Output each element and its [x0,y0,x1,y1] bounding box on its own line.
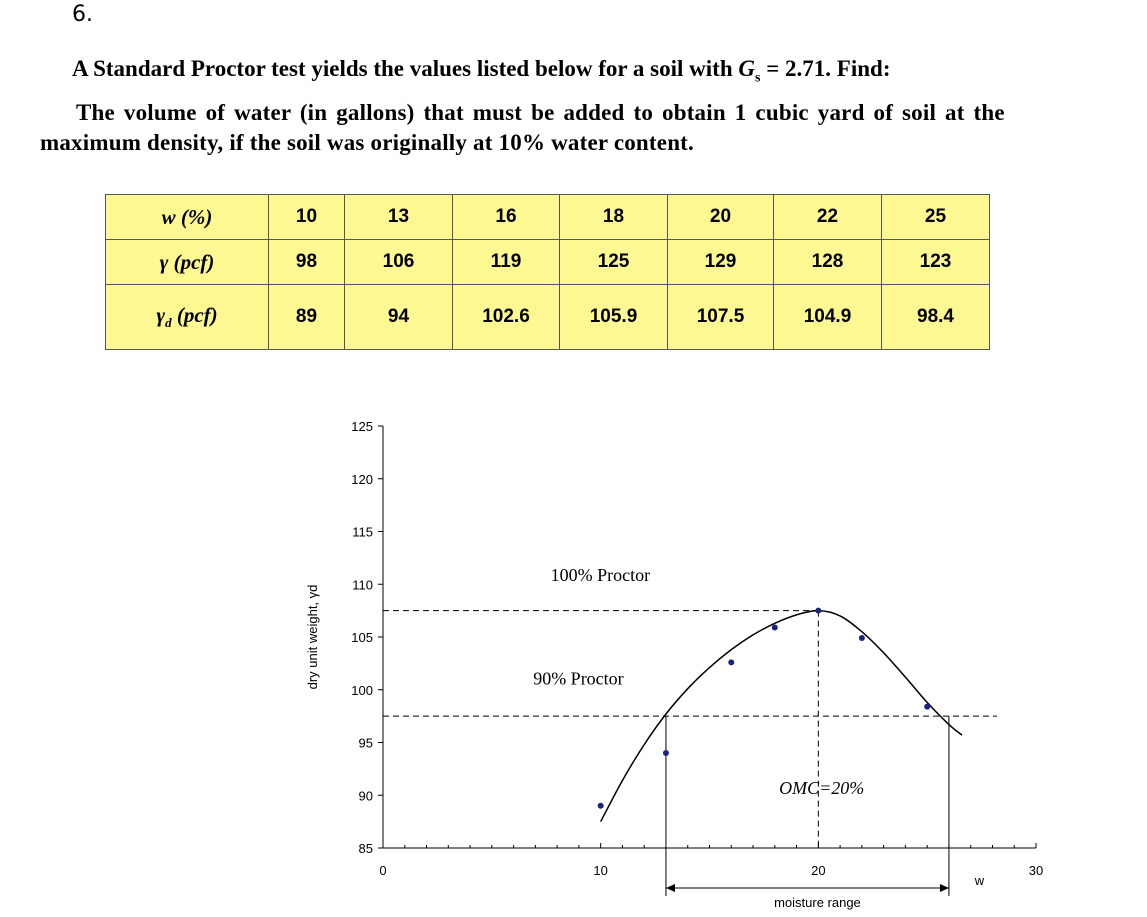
problem-number: 6. [72,2,93,27]
proctor-100-label: 100% Proctor [550,565,651,586]
row-label-gamma: γ (pcf) [106,240,269,285]
cell-gamma: 123 [882,240,990,285]
problem-statement-line3: maximum density, if the soil was originally at 10% water content. [40,130,694,155]
moisture-range-label: moisture range [774,895,861,910]
gs-subscript: s [755,70,761,86]
moisture-range-arrowhead-right [940,884,949,892]
y-tick-label: 115 [352,524,373,540]
gs-symbol: G [738,56,755,81]
data-point [728,659,734,665]
cell-gamma-d: 98.4 [882,285,990,350]
cell-gamma-d: 102.6 [453,285,560,350]
line1-text-b: = 2.71. Find: [760,56,891,81]
x-tick-label: 10 [593,863,608,878]
y-axis-title: dry unit weight, γd [305,584,320,690]
cell-w: 18 [560,195,668,240]
y-tick-label: 120 [351,471,373,487]
data-point [859,635,865,641]
cell-w: 25 [882,195,990,240]
data-point [924,704,930,710]
y-tick-label: 85 [358,841,373,856]
cell-gamma-d: 105.9 [560,285,668,350]
data-point [815,608,821,614]
problem-statement-line2: The volume of water (in gallons) that must be added to obtain 1 cubic yard of soil at the [76,100,1005,125]
omc-label: OMC=20% [779,778,865,799]
cell-gamma: 129 [668,240,774,285]
x-tick-label: 0 [379,863,387,878]
y-tick-label: 105 [351,630,373,645]
x-axis-title: w [974,873,985,888]
cell-gamma: 125 [560,240,668,285]
cell-w: 16 [453,195,560,240]
cell-w: 20 [668,195,774,240]
y-tick-label: 110 [352,577,373,593]
x-tick-label: 20 [811,863,826,878]
y-tick-label: 100 [351,682,373,698]
y-tick-label: 90 [358,788,373,804]
gamma-d-symbol: γ [156,302,166,327]
cell-gamma-d: 107.5 [668,285,774,350]
cell-w: 10 [269,195,345,240]
cell-gamma-d: 89 [269,285,345,350]
row-label-w: w (%) [106,195,269,240]
cell-w: 13 [345,195,453,240]
cell-gamma: 98 [269,240,345,285]
cell-gamma: 128 [774,240,882,285]
cell-gamma-d: 94 [345,285,453,350]
x-tick-label: 30 [1028,863,1044,878]
line1-text-a: A Standard Proctor test yields the values listed below for a soil with [72,56,739,81]
moisture-range-arrowhead-left [666,884,675,892]
cell-gamma: 106 [345,240,453,285]
gamma-d-subscript: d [165,315,172,331]
data-point [772,625,778,631]
data-point [663,750,669,756]
y-tick-label: 125 [351,419,373,434]
proctor-90-label: 90% Proctor [533,668,624,689]
cell-gamma-d: 104.9 [774,285,882,350]
data-point [598,803,604,809]
y-tick-label: 95 [358,735,373,751]
cell-w: 22 [774,195,882,240]
gamma-d-unit: (pcf) [171,302,218,327]
cell-gamma: 119 [453,240,560,285]
